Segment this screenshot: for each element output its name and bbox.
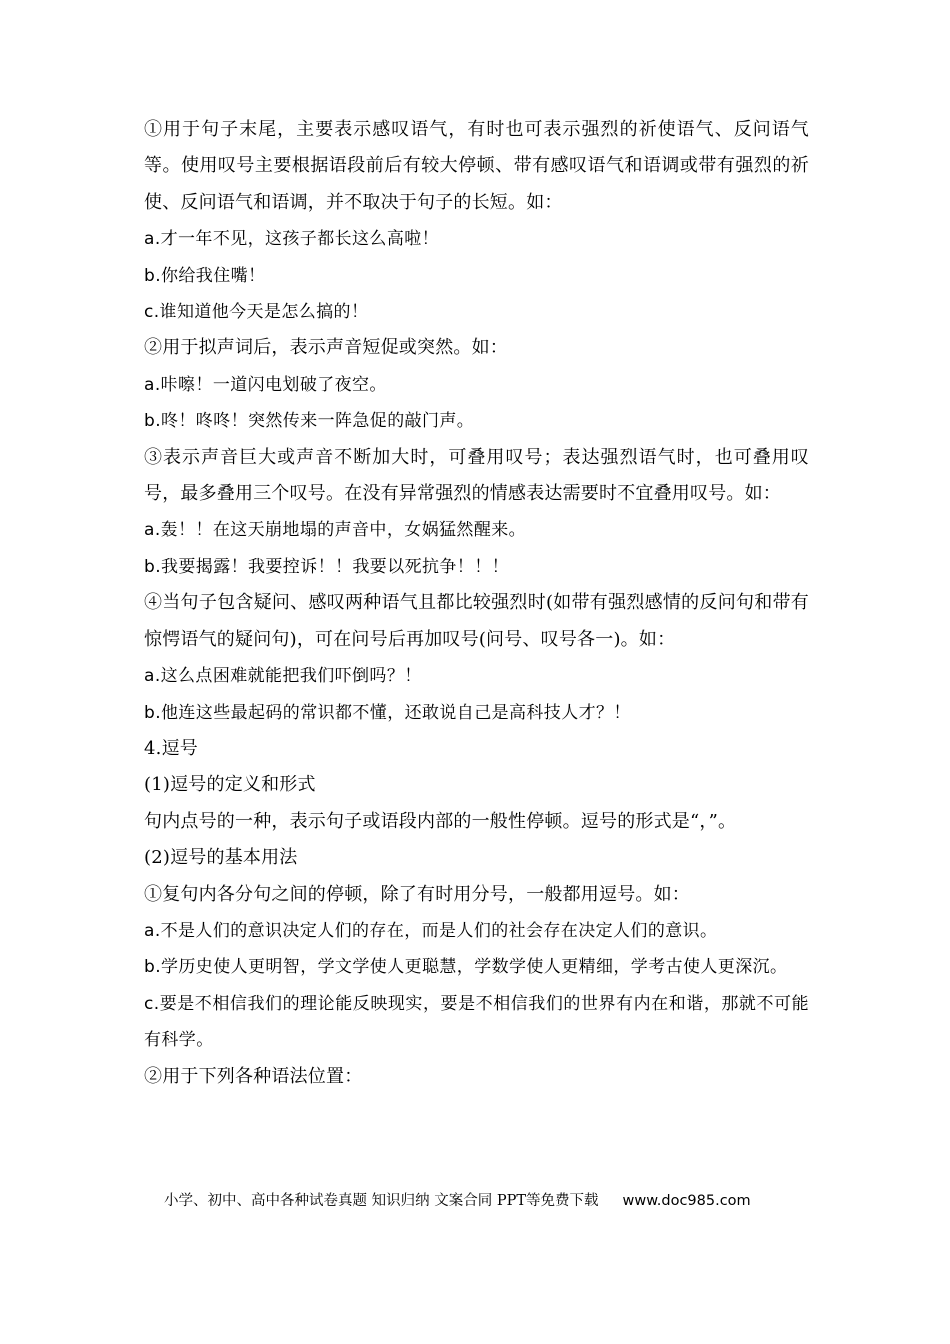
page-footer <box>164 1190 804 1212</box>
example-a: a.这么点困难就能把我们吓倒吗？！ <box>144 666 422 687</box>
paragraph-comma-definition: 句内点号的一种，表示句子或语段内部的一般性停顿。逗号的形式是“，”。 <box>144 810 737 832</box>
paragraph-comma-usage-2: ②用于下列各种语法位置： <box>144 1065 363 1087</box>
footer-text: 小学、初中、高中各种试卷真题 知识归纳 文案合同 PPT等免费下载 <box>164 1193 599 1209</box>
paragraph-exclamation-usage-2: ②用于拟声词后，表示声音短促或突然。如： <box>144 337 508 359</box>
paragraph-exclamation-usage-3: ③表示声音巨大或声音不断加大时，可叠用叹号；表达强烈语气时，也可叠用叹号，最多叠用三个叹号。在没有异常强烈的情感表达需要时不宜叠用叹号。如： <box>144 446 809 505</box>
paragraph-comma-usage-1: ①复句内各分句之间的停顿，除了有时用分号，一般都用逗号。如： <box>144 883 690 905</box>
example-b: b.咚！咚咚！突然传来一阵急促的敲门声。 <box>144 411 475 432</box>
paragraph-exclamation-usage-1: ①用于句子末尾，主要表示感叹语气，有时也可表示强烈的祈使语气、反问语气等。使用叹号主要根据语段前后有较大停顿、带有感叹语气和语调或带有强烈的祈使、反问语气和语调，并不取决于句子的长短。如： <box>144 119 809 213</box>
example-b: b.他连这些最起码的常识都不懂，还敢说自己是高科技人才？！ <box>144 702 631 723</box>
subheading-comma-usage: (2)逗号的基本用法 <box>144 847 298 869</box>
example-b: b.你给我住嘴！ <box>144 265 266 286</box>
example-a: a.才一年不见，这孩子都长这么高啦！ <box>144 229 440 250</box>
example-b: b.学历史使人更明智，学文学使人更聪慧，学数学使人更精细，学考古使人更深沉。 <box>144 957 788 978</box>
example-c: c.要是不相信我们的理论能反映现实，要是不相信我们的世界有内在和谐，那就不可能有科学。 <box>144 993 809 1051</box>
section-heading-comma: 4.逗号 <box>144 737 198 759</box>
example-b: b.我要揭露！我要控诉！！我要以死抗争！！！ <box>144 556 509 577</box>
paragraph-exclamation-usage-4: ④当句子包含疑问、感叹两种语气且都比较强烈时(如带有强烈感情的反问句和带有惊愕语气的疑问句)，可在问号后再加叹号(问号、叹号各一)。如： <box>144 592 809 650</box>
example-a: a.轰！！在这天崩地塌的声音中，女娲猛然醒来。 <box>144 520 527 541</box>
document-body <box>144 112 809 1095</box>
footer-site-link[interactable]: www.doc985.com <box>622 1193 751 1209</box>
example-a: a.不是人们的意识决定人们的存在，而是人们的社会存在决定人们的意识。 <box>144 920 718 941</box>
subheading-comma-definition: (1)逗号的定义和形式 <box>144 774 316 796</box>
example-a: a.咔嚓！一道闪电划破了夜空。 <box>144 374 387 395</box>
example-c: c.谁知道他今天是怎么搞的！ <box>144 302 369 323</box>
